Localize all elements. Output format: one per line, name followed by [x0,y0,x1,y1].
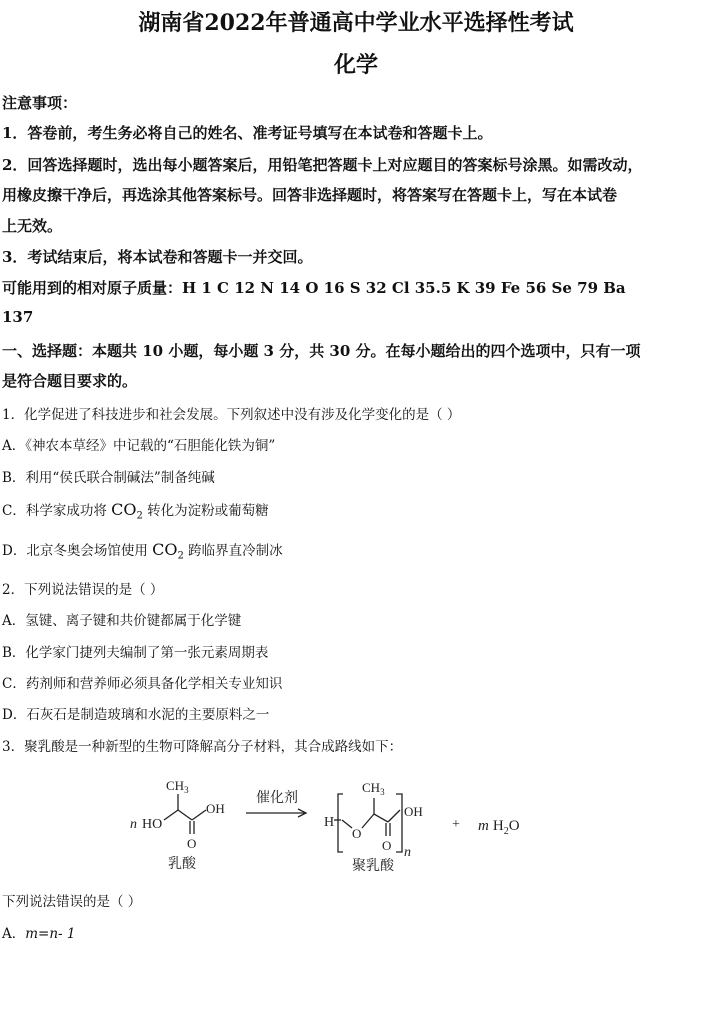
subscript: 2 [136,510,143,522]
reactant-name: 乳酸 [168,857,196,872]
option-text: 转化为淀粉或葡萄糖 [142,503,269,519]
repeat-unit-subscript: n [404,845,411,860]
question-2-stem: 2．下列说法错误的是（ ） [2,582,164,598]
carbonyl-oxygen-label: O [382,838,392,853]
end-group-hydroxyl: OH [404,804,423,819]
notice-item: 上无效。 [2,217,63,235]
exam-title: 湖南省2022年普通高中学业水平选择性考试 [138,10,574,36]
reaction-scheme-figure [126,768,536,876]
option-1d [2,539,283,562]
option-2b: B．化学家门捷列夫编制了第一张元素周期表 [2,645,269,661]
option-label: A． [2,926,26,942]
option-2d: D．石灰石是制造玻璃和水泥的主要原料之一 [2,707,270,723]
option-text: C．科学家成功将 [2,503,112,519]
methyl-label: $CH_3$ [166,778,189,795]
section-heading: 是符合题目要求的。 [2,372,138,390]
reactant-coefficient: n [130,817,137,832]
acid-hydroxyl-label: OH [206,801,225,816]
water-term: m $H_2O$ [478,818,520,837]
option-text: 跨临界直冷制冰 [183,543,283,559]
section-heading: 一、选择题：本题共 10 小题，每小题 3 分，共 30 分。在每小题给出的四个选项中，只有一项 [2,342,641,360]
notice-heading: 注意事项： [2,94,78,112]
reaction-arrow [246,809,306,817]
co2-formula: CO [111,500,137,519]
question-3-stem: 3．聚乳酸是一种新型的生物可降解高分子材料，其合成路线如下： [2,739,403,755]
option-1a: A．《神农本草经》中记载的“石胆能化铁为铜” [2,438,276,454]
end-group-hydrogen: H [324,815,335,830]
catalyst-label: 催化剂 [256,791,298,806]
subject-title: 化学 [333,52,378,78]
notice-item: 3．考试结束后，将本试卷和答题卡一并交回。 [2,248,313,266]
notice-item: 1．答卷前，考生务必将自己的姓名、准考证号填写在本试卷和答题卡上。 [2,124,493,142]
atomic-mass-line: 137 [2,308,34,326]
notice-item: 2．回答选择题时，选出每小题答案后，用铅笔把答题卡上对应题目的答案标号涂黑。如需改动， [2,156,643,174]
option-2a: A．氢键、离子键和共价键都属于化学键 [2,613,242,629]
product-name: 聚乳酸 [352,859,394,874]
option-2c: C．药剂师和营养师必须具备化学相关专业知识 [2,676,283,692]
co2-formula: CO [152,540,178,559]
methyl-label: $CH_3$ [362,780,385,797]
carbonyl-oxygen-label: O [187,836,197,851]
option-text: D．北京冬奥会场馆使用 [2,543,153,559]
option-text: m=n- 1 [25,926,76,942]
question-3-prompt: 下列说法错误的是（ ） [2,894,142,910]
plus-sign: + [452,817,460,832]
atomic-mass-line: 可能用到的相对原子质量：H 1 C 12 N 14 O 16 S 32 Cl 35.5 K 39 Fe 56 Se 79 Ba [2,279,626,297]
option-1c [2,499,269,522]
option-3a [2,922,76,942]
polylactic-acid-bonds [334,794,402,852]
subscript: 2 [177,550,184,562]
ester-oxygen-label: O [352,826,362,841]
option-1b: B．利用“侯氏联合制碱法”制备纯碱 [2,470,215,486]
notice-item: 用橡皮擦干净后，再选涂其他答案标号。回答非选择题时，将答案写在答题卡上，写在本试卷 [2,186,618,204]
lactic-acid-bonds [164,794,206,834]
hydroxyl-label: HO [142,817,163,832]
question-1-stem: 1．化学促进了科技进步和社会发展。下列叙述中没有涉及化学变化的是（ ） [2,407,461,423]
